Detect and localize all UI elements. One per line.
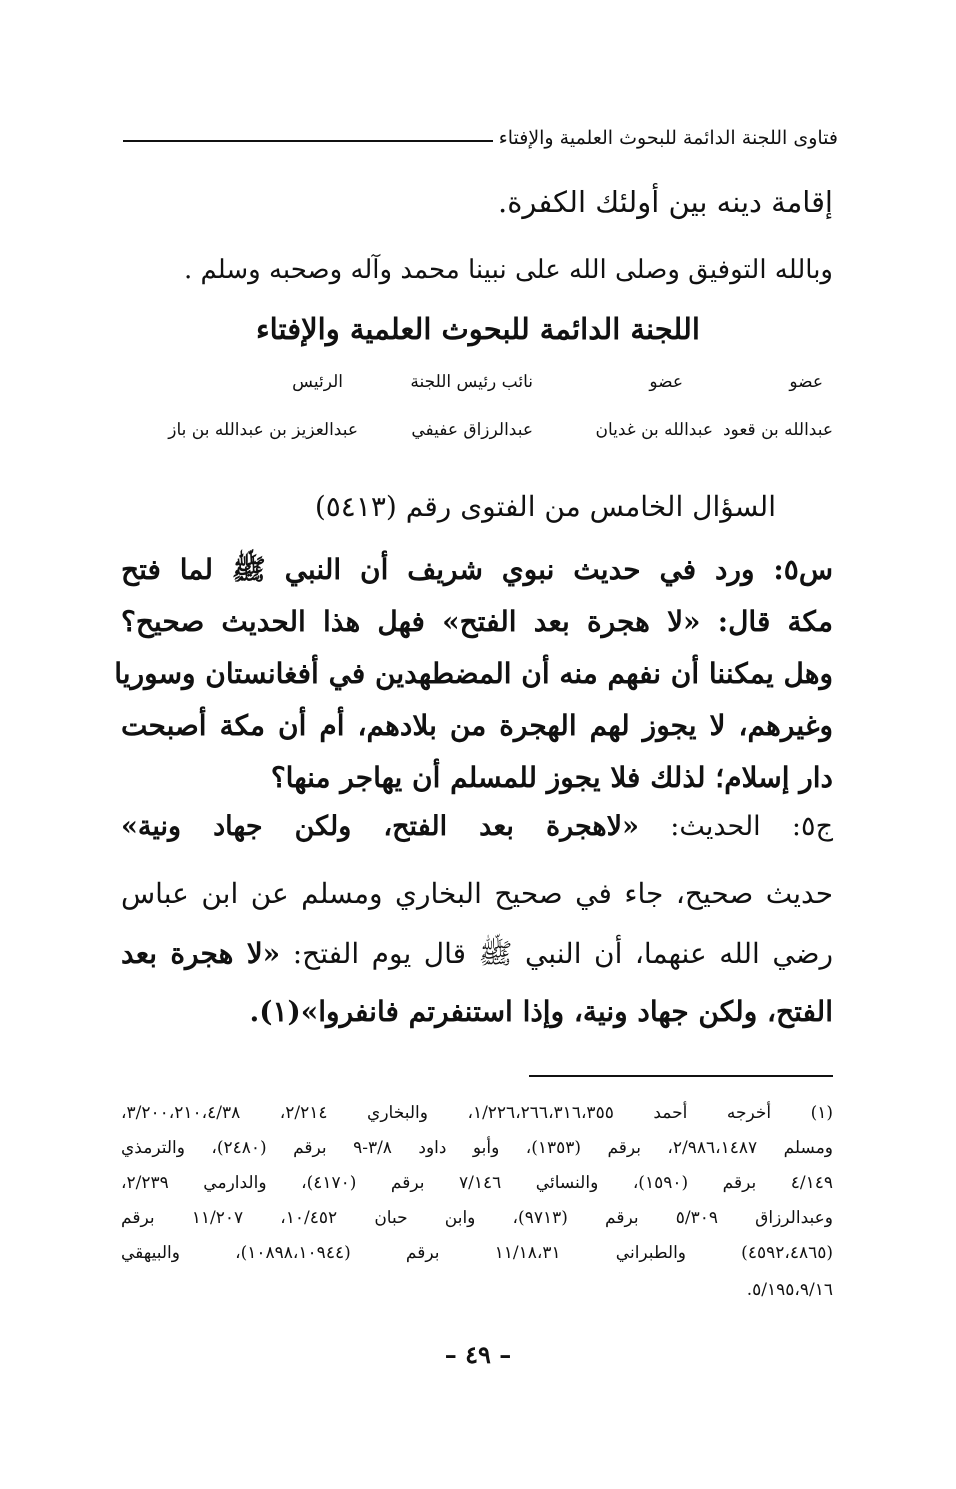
page-number: – ٤٩ – [444,1340,512,1369]
header-title: فتاوى اللجنة الدائمة للبحوث العلمية والإفتاء [498,127,838,149]
question-line: س٥: ورد في حديث نبوي شريف أن النبي ﷺ لما فتح [121,553,833,586]
answer-hadith: «لاهجرة بعد الفتح، ولكن جهاد ونية» [121,811,639,842]
previous-answer-closing: إقامة دينه بين أولئك الكفرة. [498,185,833,219]
running-header [123,118,838,158]
signatory-2: عبدالله بن غديان [595,420,713,440]
footnote-line: وعبدالرزاق ٥/٣٠٩ برقم (٩٧١٣)، وابن حبان ١٠/٤٥٢، ١١/٢٠٧ برقم [121,1208,833,1228]
role-member-1: عضو [789,372,823,392]
committee-name: اللجنة الدائمة للبحوث العلمية والإفتاء [256,312,700,346]
question-line: مكة قال: «لا هجرة بعد الفتح» فهل هذا الحديث صحيح؟ [121,605,833,638]
answer-line-plain: رضي الله عنهما، أن النبي ﷺ قال يوم الفتح: [292,937,833,970]
signatory-3: عبدالرزاق عفيفي [411,420,533,440]
footnote-separator [529,1075,833,1077]
footnote-line: ٥/١٩٥،٩/١٦. [746,1280,833,1300]
header-rule [123,140,493,142]
answer-line: الفتح، ولكن جهاد ونية، وإذا استنفرتم فانفروا»(١). [249,995,833,1028]
footnote-line: (٤٥٩٢،٤٨٦٥) والطبراني ١١/١٨،٣١ برقم (١٠٨٩٨،١٠٩٤٤)، والبيهقي [121,1243,833,1263]
signature-names [118,420,833,450]
question-line: وهل يمكننا أن نفهم منه أن المضطهدين في أفغانستان وسوريا [114,657,833,690]
signature-roles [118,372,833,402]
signatory-4: عبدالعزيز بن عبدالله بن باز [168,420,358,440]
question-line: دار إسلام؛ لذلك فلا يجوز للمسلم أن يهاجر منها؟ [270,761,833,794]
footnote-line: (١) أخرجه أحمد ١/٢٢٦،٢٦٦،٣١٦،٣٥٥، والبخاري ٢/٢١٤، ٣/٢٠٠،٢١٠،٤/٣٨، [121,1103,833,1123]
closing-dua: وبالله التوفيق وصلى الله على نبينا محمد وآله وصحبه وسلم . [183,255,833,285]
answer-line-hadith: «لا هجرة بعد [121,937,281,970]
answer-first-line [121,811,833,842]
answer-label: ج٥: الحديث: [670,811,833,842]
question-line: وغيرهم، لا يجوز لهم الهجرة من بلادهم، أم أن مكة أصبحت [121,709,833,742]
question-title: السؤال الخامس من الفتوى رقم (٥٤١٣) [314,490,776,523]
footnote-line: ومسلم ٢/٩٨٦،١٤٨٧، برقم (١٣٥٣)، وأبو داود ٣/٨-٩ برقم (٢٤٨٠)، والترمذي [121,1138,834,1158]
role-head: الرئيس [292,372,343,392]
answer-line [121,937,833,977]
signatory-1: عبدالله بن قعود [722,420,833,440]
role-deputy-head: نائب رئيس اللجنة [410,372,533,392]
role-member-2: عضو [649,372,683,392]
answer-line: حديث صحيح، جاء في صحيح البخاري ومسلم عن ابن عباس [121,877,833,910]
footnote-line: ٤/١٤٩ برقم (١٥٩٠)، والنسائي ٧/١٤٦ برقم (٤١٧٠)، والدارمي ٢/٢٣٩، [121,1173,834,1193]
